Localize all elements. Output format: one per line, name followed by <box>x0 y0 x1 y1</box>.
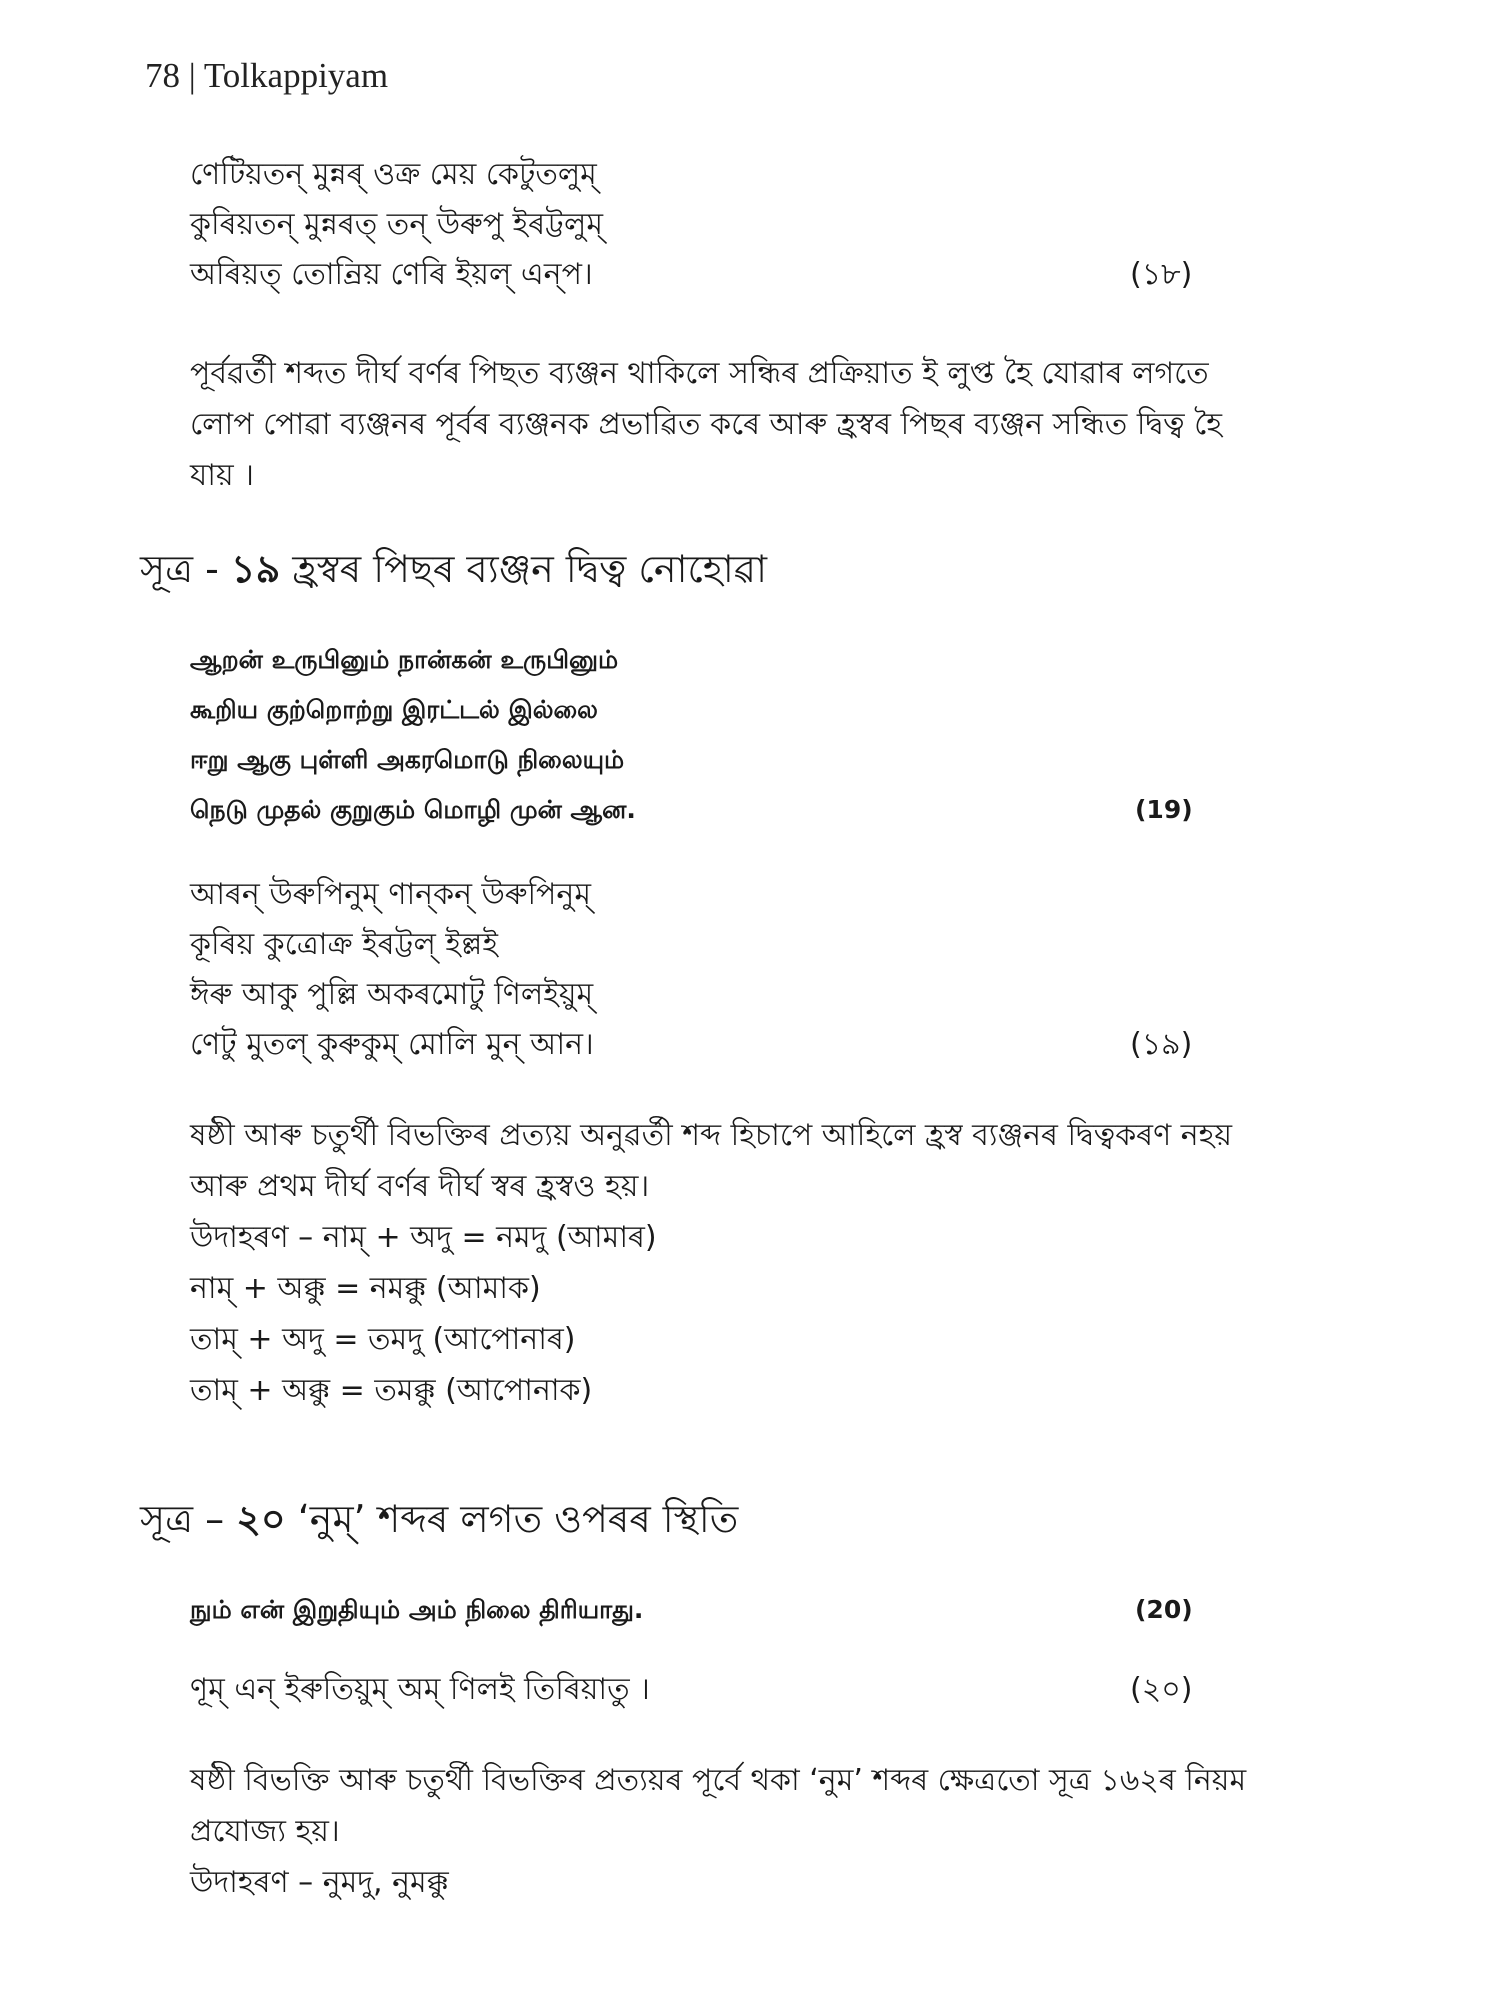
verse-text: ঈৰু আকু পুল্লি অকৰমোটু ণিলইয়ুম্ <box>190 977 594 1012</box>
tamil-verse-20 <box>0 1585 1500 1635</box>
verse-text: ণেটিয়তন্ মুন্নৰ্ ওক্ৰ মেয় কেটুতলুম্ <box>190 157 597 192</box>
tamil-verse-19 <box>0 635 1500 835</box>
tamil-line <box>0 785 1500 835</box>
verse-number: (19) <box>1135 795 1193 824</box>
commentary-19 <box>190 1110 1380 1416</box>
example-line: নাম্ + অক্কু = নমক্কু (আমাক) <box>190 1271 541 1306</box>
verse-18 <box>0 150 1500 300</box>
paragraph-line: যায় । <box>190 458 254 493</box>
verse-line <box>0 1665 1500 1715</box>
tamil-line <box>0 1585 1500 1635</box>
verse-text: আৰন্ উৰুপিনুম্ ণান্কন্ উৰুপিনুম্ <box>190 877 591 912</box>
verse-text: ণেটু মুতল্ কুৰুকুম্ মোলি মুন্ আন। <box>190 1027 594 1062</box>
verse-text: কূৰিয় কুত্ৰোক্ৰ ইৰট্টল্ ইল্লই <box>190 927 498 962</box>
tamil-text: கூறிய குற்றொற்று இரட்டல் இல்லை <box>190 695 598 724</box>
example-line: উদাহৰণ – নুমদু, নুমক্কু <box>190 1865 449 1900</box>
tamil-line <box>0 735 1500 785</box>
paragraph-line: আৰু প্ৰথম দীৰ্ঘ বৰ্ণৰ দীৰ্ঘ স্বৰ হ্ৰস্বও হয়। <box>190 1169 650 1204</box>
heading-title: হ্ৰস্বৰ পিছৰ ব্যঞ্জন দ্বিত্ব নোহোৱা <box>280 547 768 591</box>
verse-number: (১৯) <box>1130 1027 1193 1062</box>
verse-line <box>0 200 1500 250</box>
paragraph-line: ষষ্ঠী আৰু চতুৰ্থী বিভক্তিৰ প্ৰত্যয় অনুৱৰ্তী শব্দ হিচাপে আহিলে হ্ৰস্ব ব্যঞ্জনৰ দ্বিত্বকৰণ নহয় <box>190 1118 1233 1153</box>
verse-line <box>0 870 1500 920</box>
verse-number: (২০) <box>1130 1672 1193 1707</box>
verse-text: কুৰিয়তন্ মুন্নৰত্ তন্ উৰুপু ইৰট্টলুম্ <box>190 207 604 242</box>
commentary-20 <box>190 1755 1380 1908</box>
heading-prefix: সূত্ৰ – <box>140 1497 237 1541</box>
sutra-20-heading <box>140 1490 738 1554</box>
example-line: উদাহৰণ – নাম্ + অদু = নমদু (আমাৰ) <box>190 1220 657 1255</box>
verse-number: (১৮) <box>1130 257 1193 292</box>
verse-text: ণূম্ এন্ ইৰুতিয়ুম্ অম্ ণিলই তিৰিয়াতু । <box>190 1672 650 1707</box>
verse-text: অৰিয়ত্ তোন্ৰিয় ণেৰি ইয়ল্ এন্প। <box>190 257 593 292</box>
example-line: তাম্ + অদু = তমদু (আপোনাৰ) <box>190 1322 576 1357</box>
paragraph-line: পূৰ্বৱৰ্তী শব্দত দীৰ্ঘ বৰ্ণৰ পিছত ব্যঞ্জন থাকিলে সন্ধিৰ প্ৰক্ৰিয়াত ই লুপ্ত হৈ যোৱাৰ লগতে <box>190 356 1209 391</box>
verse-line <box>0 150 1500 200</box>
verse-line <box>0 920 1500 970</box>
verse-line <box>0 970 1500 1020</box>
verse-number: (20) <box>1135 1595 1193 1624</box>
verse-line <box>0 1020 1500 1070</box>
commentary-18 <box>190 348 1380 501</box>
paragraph-line: লোপ পোৱা ব্যঞ্জনৰ পূৰ্বৰ ব্যঞ্জনক প্ৰভাৱিত কৰে আৰু হ্ৰস্বৰ পিছৰ ব্যঞ্জন সন্ধিত দ্বিত্ব হৈ <box>190 407 1223 442</box>
verse-19 <box>0 870 1500 1070</box>
sutra-19-heading <box>140 540 767 604</box>
verse-20 <box>0 1665 1500 1715</box>
heading-number: ২০ <box>236 1497 286 1541</box>
paragraph-line: প্ৰযোজ্য হয়। <box>190 1814 340 1849</box>
tamil-line <box>0 685 1500 735</box>
verse-line <box>0 250 1500 300</box>
heading-title: ‘নুম্’ শব্দৰ লগত ওপৰৰ স্থিতি <box>285 1497 739 1541</box>
tamil-text: நும் என் இறுதியும் அம் நிலை திரியாது. <box>190 1595 644 1624</box>
heading-number: ১৯ <box>230 547 281 591</box>
heading-prefix: সূত্ৰ - <box>140 547 231 591</box>
example-line: তাম্ + অক্কু = তমক্কু (আপোনাক) <box>190 1373 593 1408</box>
tamil-text: நெடு முதல் குறுகும் மொழி முன் ஆன. <box>190 795 636 824</box>
page-header: 78 | Tolkappiyam <box>145 56 389 95</box>
tamil-text: ஆறன் உருபினும் நான்கன் உருபினும் <box>190 645 619 674</box>
paragraph-line: ষষ্ঠী বিভক্তি আৰু চতুৰ্থী বিভক্তিৰ প্ৰত্যয়ৰ পূৰ্বে থকা ‘নুম’ শব্দৰ ক্ষেত্ৰতো সূত্ৰ ১৬২ৰ নিয়ম <box>190 1763 1247 1798</box>
tamil-text: ஈறு ஆகு புள்ளி அகரமொடு நிலையும் <box>190 745 625 774</box>
tamil-line <box>0 635 1500 685</box>
